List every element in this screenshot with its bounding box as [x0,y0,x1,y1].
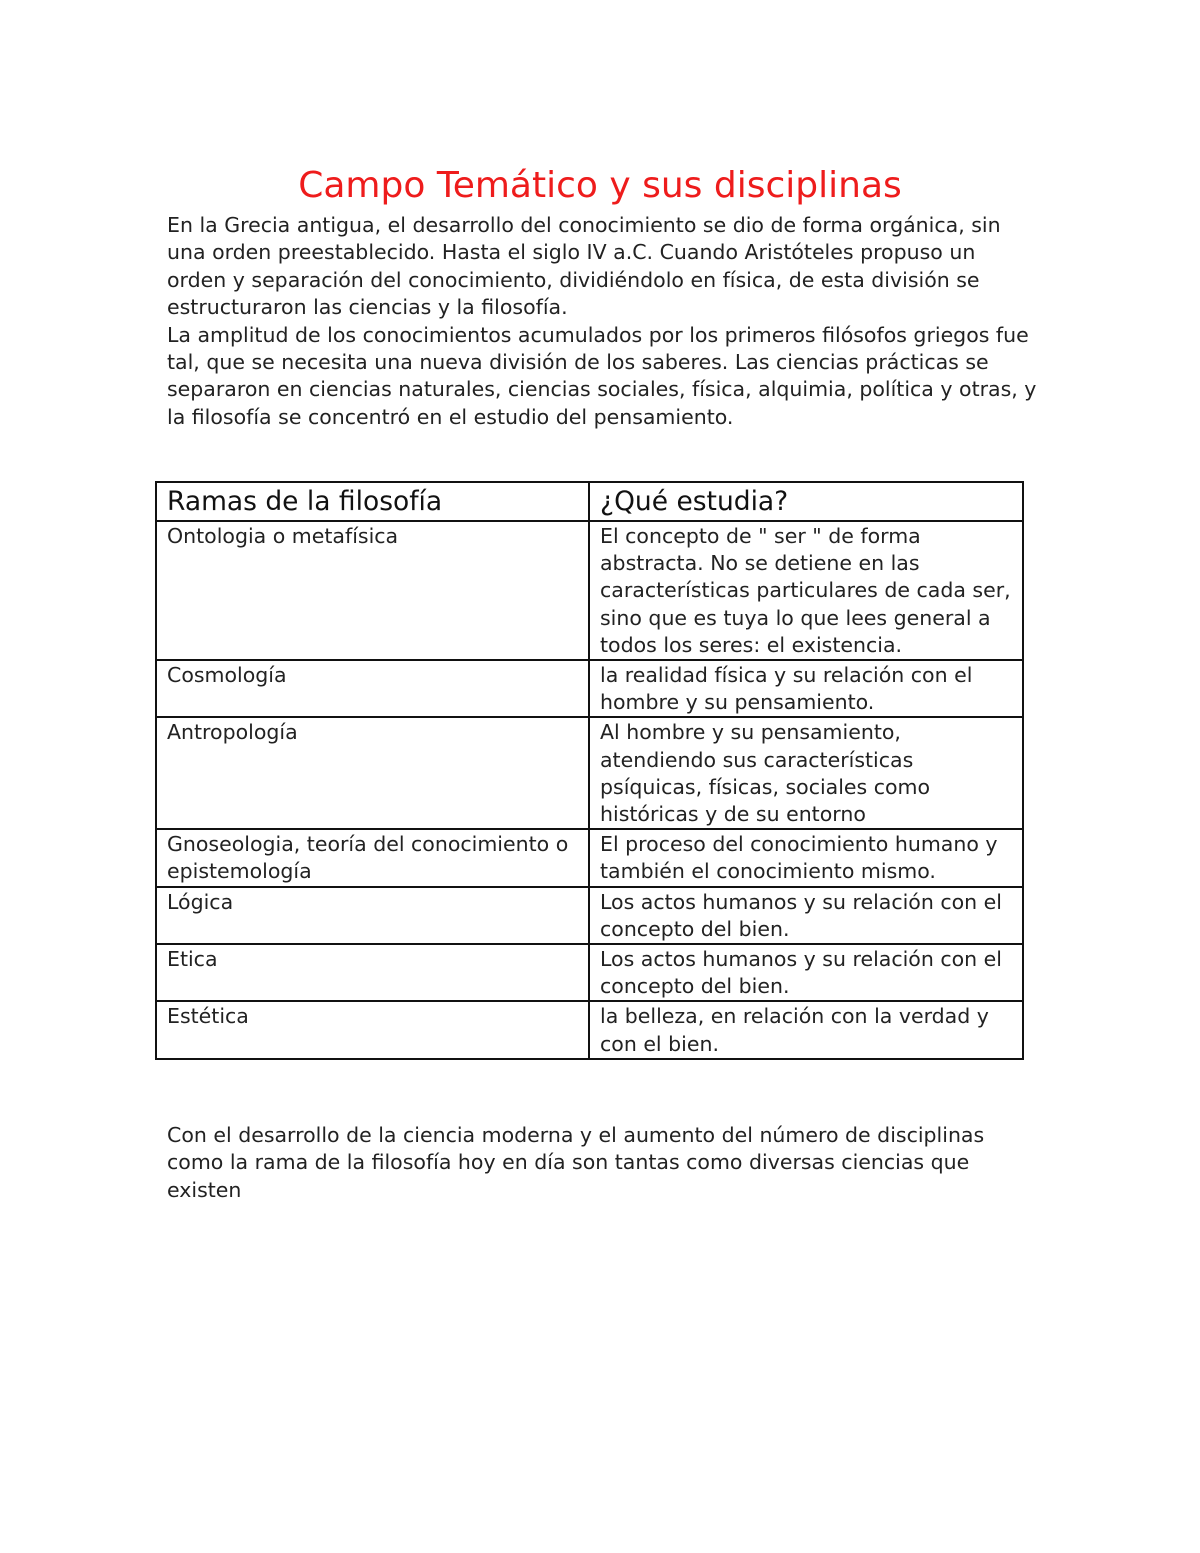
table-row [156,829,1023,886]
document-title: Campo Temático y sus disciplinas [298,165,902,207]
table-row [156,1001,1023,1058]
branch-cell: Antropología [156,717,589,829]
conclusion-paragraph: Con el desarrollo de la ciencia moderna y el aumento del número de disciplinas como la rama de la filosofía hoy en día son tantas como diversas ciencias que existen [167,1123,985,1202]
branch-cell: Cosmología [156,660,589,717]
table-row [156,944,1023,1001]
studies-cell: El concepto de " ser " de forma abstracta. No se detiene en las características particulares de cada ser, sino que es tuya lo que lees general a todos los seres: el existencia. [589,521,1023,660]
intro-paragraph-2: La amplitud de los conocimientos acumulados por los primeros filósofos griegos fue tal, que se necesita una nueva división de los saberes. Las ciencias prácticas se separaron en ciencias naturales, ciencias sociales, física, alquimia, política y otras, y la filosofía se concentró en el estudio del pensamiento. [167,322,1037,429]
table-row [156,660,1023,717]
intro-section [167,212,1037,431]
studies-cell: El proceso del conocimiento humano y también el conocimiento mismo. [589,829,1023,886]
studies-cell: la belleza, en relación con la verdad y con el bien. [589,1001,1023,1058]
table-row [156,887,1023,944]
studies-cell: Los actos humanos y su relación con el concepto del bien. [589,887,1023,944]
header-branches: Ramas de la filosofía [156,482,589,521]
studies-cell: Los actos humanos y su relación con el concepto del bien. [589,944,1023,1001]
branch-cell: Etica [156,944,589,1001]
branch-cell: Gnoseologia, teoría del conocimiento o epistemología [156,829,589,886]
studies-cell: la realidad física y su relación con el hombre y su pensamiento. [589,660,1023,717]
table-header-row [156,482,1023,521]
studies-cell: Al hombre y su pensamiento, atendiendo sus características psíquicas, físicas, sociales como históricas y de su entorno [589,717,1023,829]
table-row [156,521,1023,660]
intro-paragraph-1: En la Grecia antigua, el desarrollo del conocimiento se dio de forma orgánica, sin una orden preestablecido. Hasta el siglo IV a.C. Cuando Aristóteles propuso un orden y separación del conocimiento, dividiéndolo en física, de esta división se estructuraron las ciencias y la filosofía. [167,213,1001,320]
header-what-studies: ¿Qué estudia? [589,482,1023,521]
branch-cell: Ontologia o metafísica [156,521,589,660]
branch-cell: Estética [156,1001,589,1058]
philosophy-branches-table [155,481,1024,1060]
branch-cell: Lógica [156,887,589,944]
table-row [156,717,1023,829]
